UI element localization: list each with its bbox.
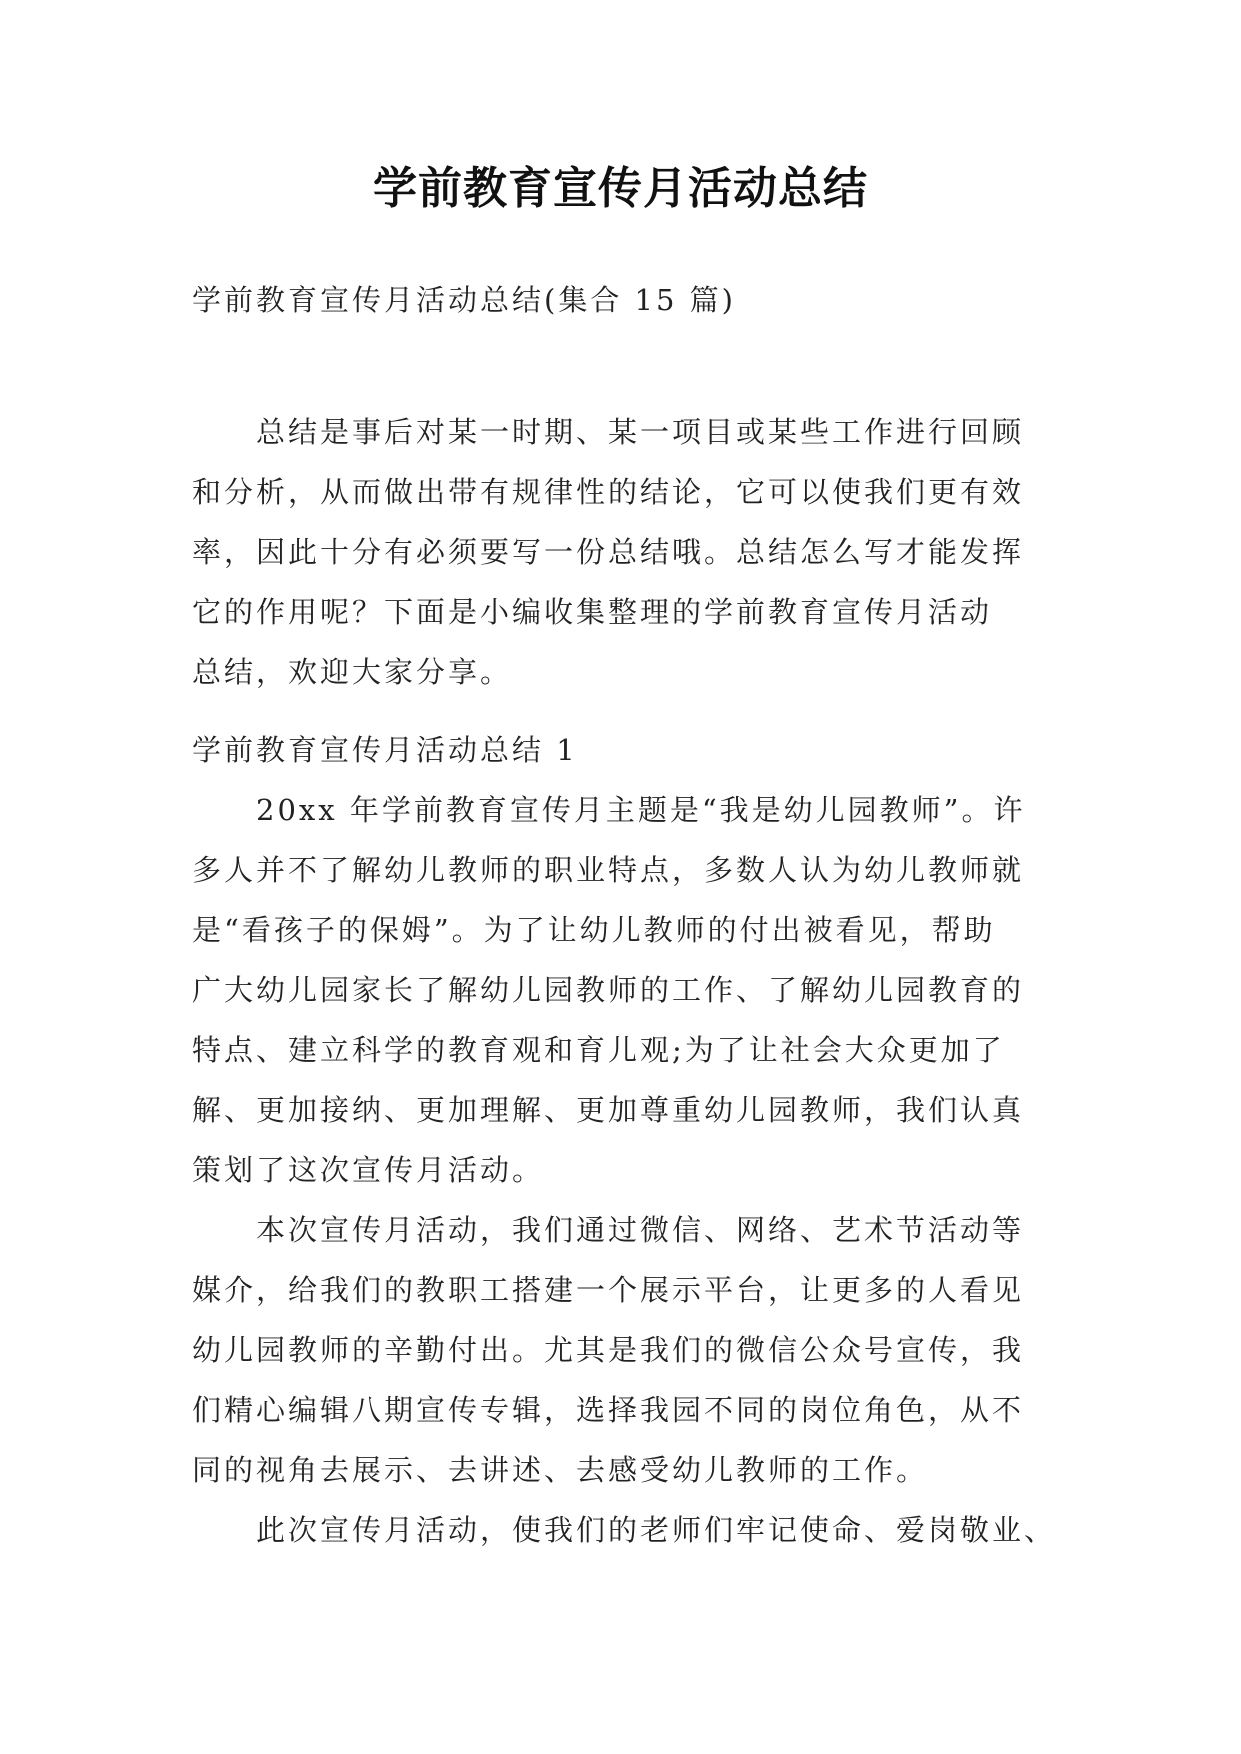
intro-line: 和分析，从而做出带有规律性的结论，它可以使我们更有效 [192, 475, 1025, 509]
paragraph-line: 多人并不了解幼儿教师的职业特点，多数人认为幼儿教师就 [192, 853, 1025, 887]
paragraph-line: 策划了这次宣传月活动。 [192, 1153, 545, 1187]
paragraph-line: 是“看孩子的保姆”。为了让幼儿教师的付出被看见，帮助 [192, 913, 996, 947]
paragraph-line: 特点、建立科学的教育观和育儿观;为了让社会大众更加了 [192, 1033, 1005, 1067]
paragraph-line: 们精心编辑八期宣传专辑，选择我园不同的岗位角色，从不 [192, 1393, 1025, 1427]
paragraph-line: 本次宣传月活动，我们通过微信、网络、艺术节活动等 [256, 1213, 1025, 1247]
section-heading: 学前教育宣传月活动总结 1 [192, 733, 578, 767]
paragraph-line: 幼儿园教师的辛勤付出。尤其是我们的微信公众号宣传，我 [192, 1333, 1025, 1367]
intro-line: 它的作用呢？下面是小编收集整理的学前教育宣传月活动 [192, 595, 993, 629]
section-paragraph [192, 1200, 1052, 1500]
intro-paragraph [192, 402, 1052, 702]
paragraph-line: 解、更加接纳、更加理解、更加尊重幼儿园教师，我们认真 [192, 1093, 1025, 1127]
document-title: 学前教育宣传月活动总结 [373, 163, 868, 214]
section-paragraph [192, 1500, 1057, 1560]
intro-line: 率，因此十分有必须要写一份总结哦。总结怎么写才能发挥 [192, 535, 1025, 569]
section-paragraph [192, 780, 1052, 1200]
intro-line: 总结是事后对某一时期、某一项目或某些工作进行回顾 [256, 415, 1025, 449]
document-subtitle: 学前教育宣传月活动总结(集合 15 篇) [192, 283, 736, 317]
paragraph-line: 媒介，给我们的教职工搭建一个展示平台，让更多的人看见 [192, 1273, 1025, 1307]
paragraph-line: 广大幼儿园家长了解幼儿园教师的工作、了解幼儿园教育的 [192, 973, 1025, 1007]
paragraph-line: 此次宣传月活动，使我们的老师们牢记使命、爱岗敬业、 [256, 1513, 1057, 1547]
paragraph-line: 20xx 年学前教育宣传月主题是“我是幼儿园教师”。许 [256, 793, 1026, 827]
intro-line: 总结，欢迎大家分享。 [192, 655, 513, 689]
paragraph-line: 同的视角去展示、去讲述、去感受幼儿教师的工作。 [192, 1453, 929, 1487]
